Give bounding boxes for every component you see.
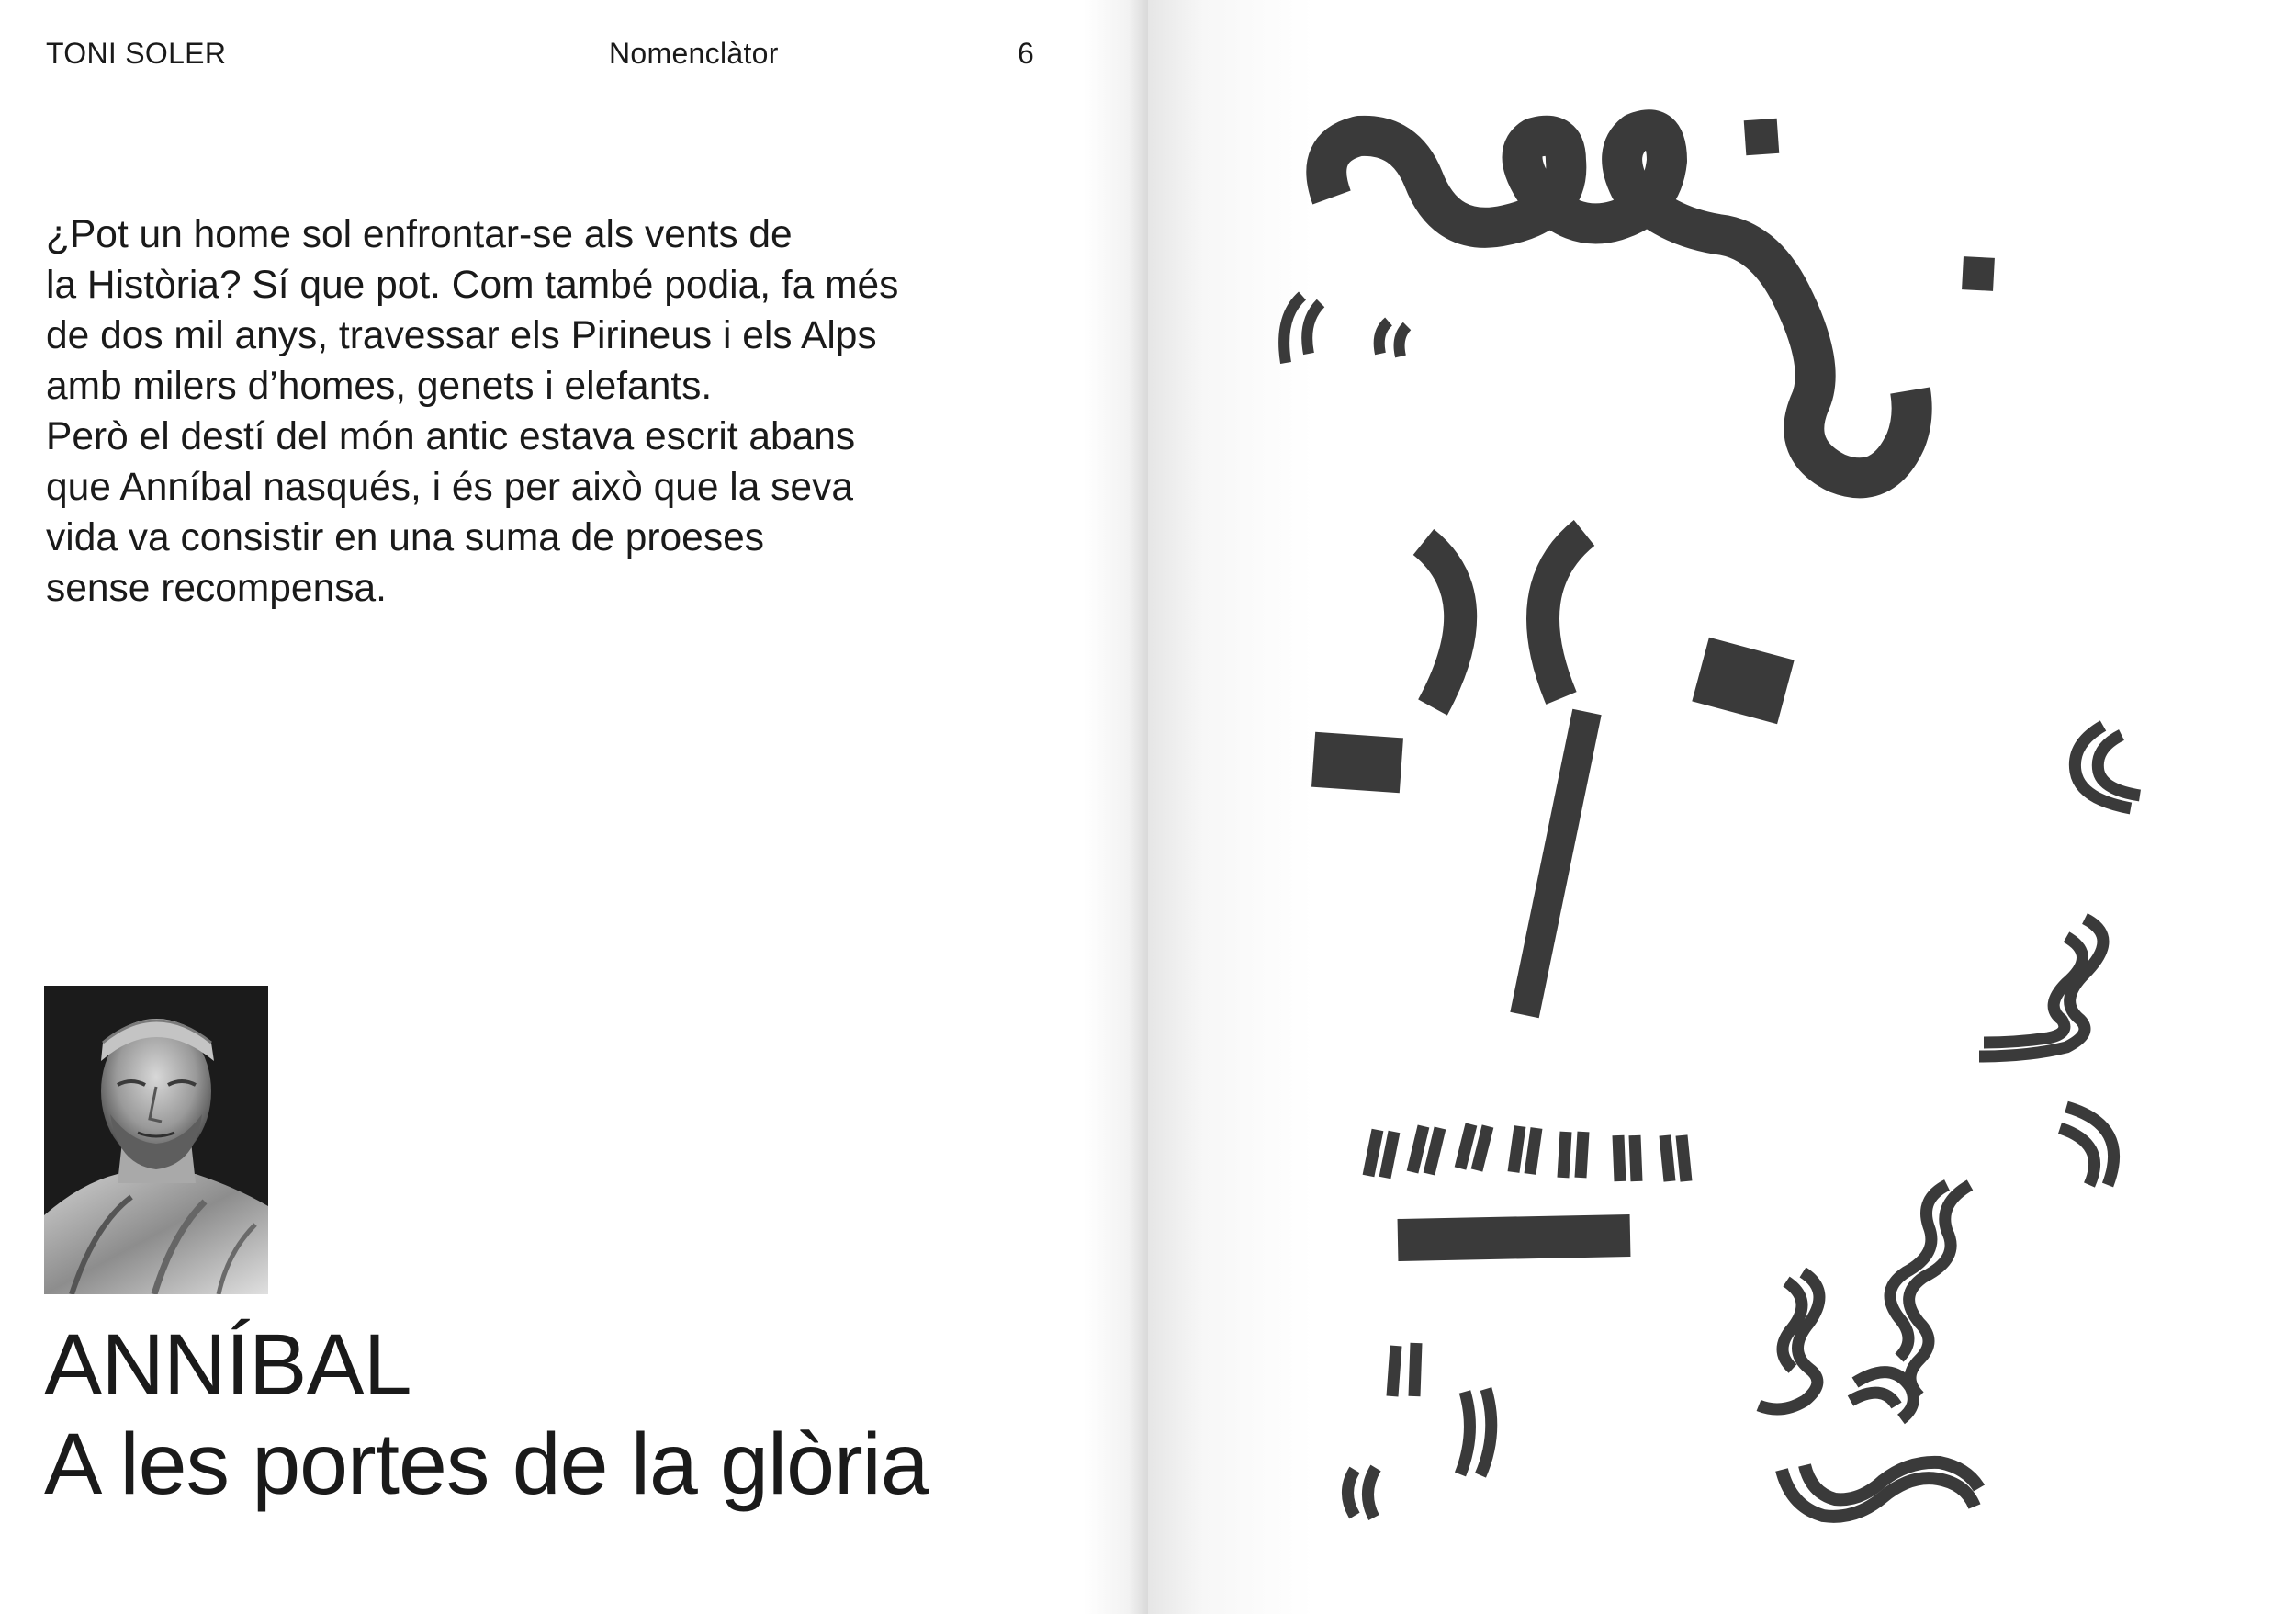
intro-line: de dos mil anys, travessar els Pirineus i els Alps — [46, 314, 877, 357]
left-page — [0, 0, 1134, 1614]
intro-line: sense recompensa. — [46, 567, 387, 610]
intro-line: amb milers d’homes, genets i elefants. — [46, 365, 713, 408]
intro-paragraph — [46, 209, 1019, 614]
intro-line: ¿Pot un home sol enfrontar-se als vents de — [46, 213, 793, 256]
intro-line: Però el destí del món antic estava escrit abans — [46, 415, 856, 458]
bust-photo — [44, 986, 268, 1294]
chapter-title — [44, 1315, 929, 1514]
chapter-title-name: ANNÍBAL — [44, 1316, 411, 1414]
chapter-subtitle: A les portes de la glòria — [44, 1416, 929, 1513]
running-head-section: Nomenclàtor — [609, 37, 779, 70]
abstract-face-brush-drawing — [1148, 0, 2296, 1614]
intro-line: la Història? Sí que pot. Com també podia, fa més — [46, 264, 899, 307]
page-number: 6 — [1018, 37, 1035, 70]
intro-line: que Anníbal nasqués, i és per això que la seva — [46, 466, 853, 509]
intro-line: vida va consistir en una suma de proeses — [46, 516, 764, 559]
running-head-author: TONI SOLER — [46, 37, 227, 70]
